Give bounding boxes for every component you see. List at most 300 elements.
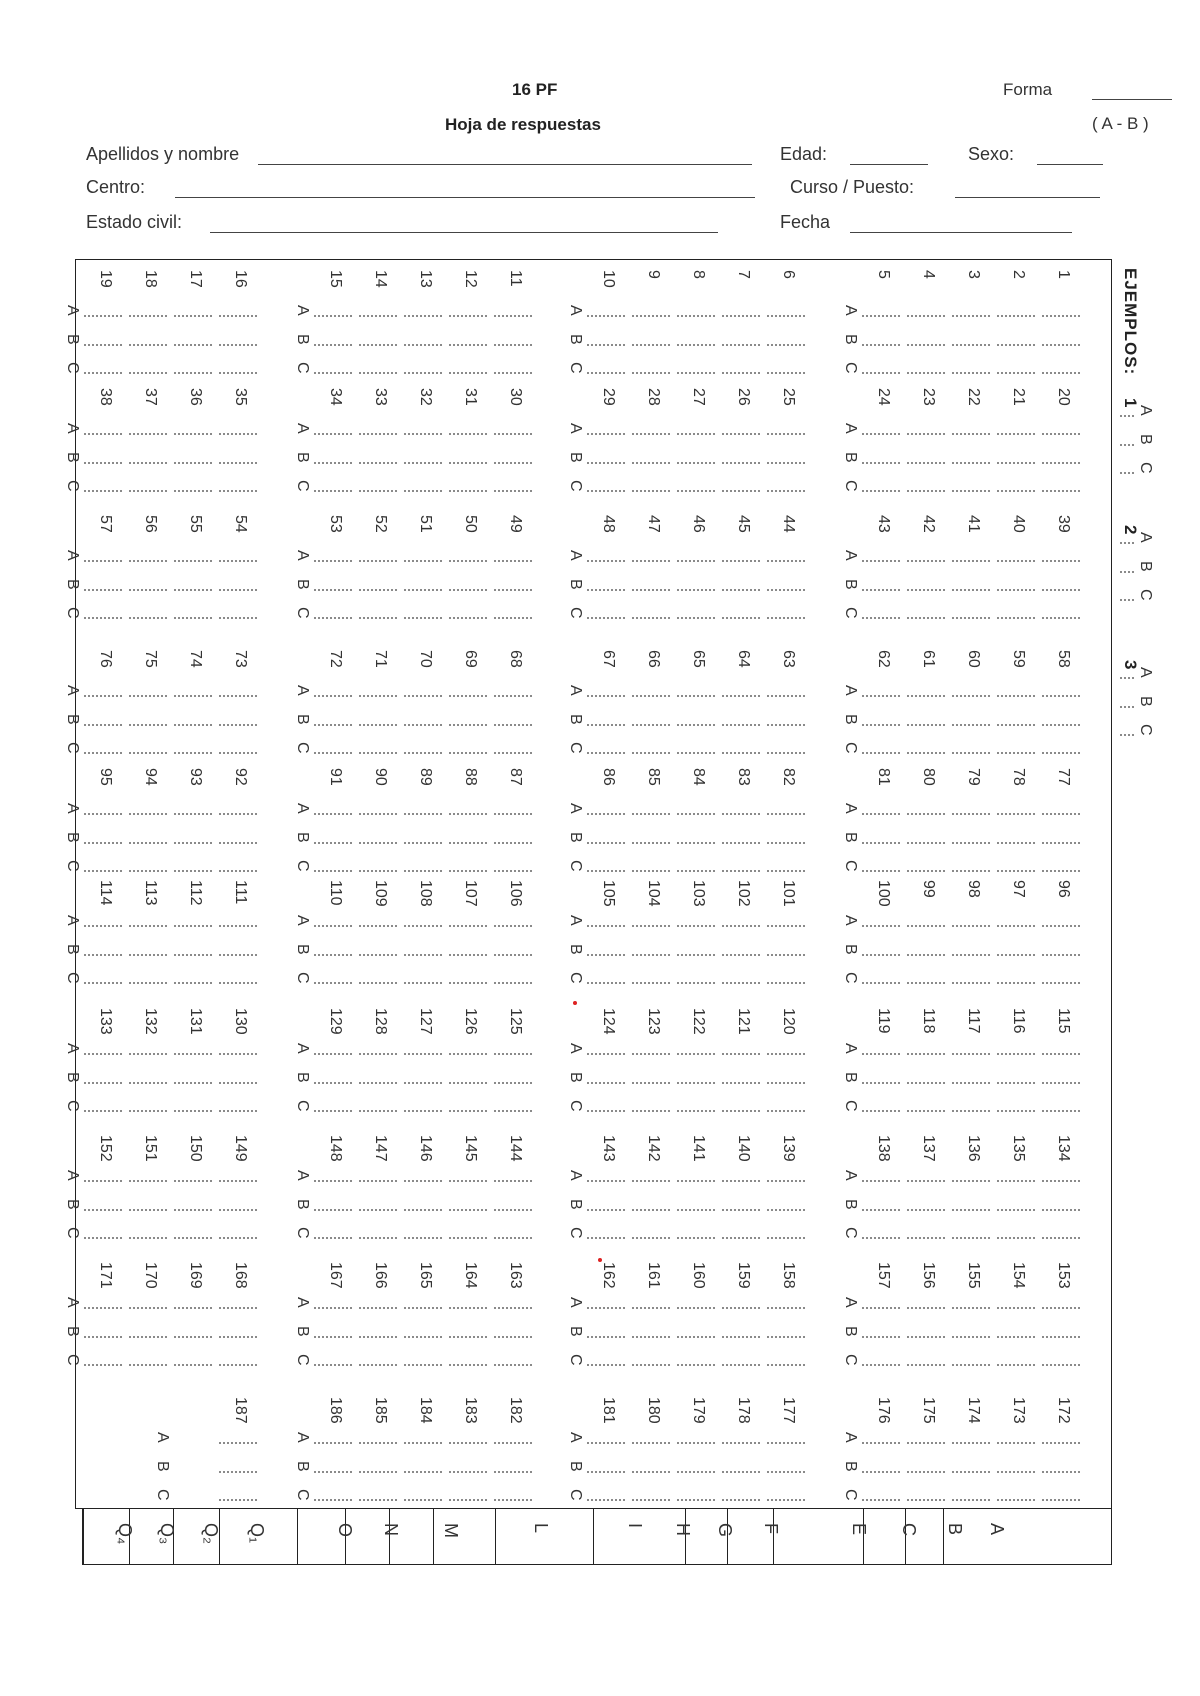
answer-slot-c[interactable] xyxy=(862,1364,900,1366)
answer-slot-b[interactable] xyxy=(314,842,352,844)
answer-slot-c[interactable] xyxy=(952,490,990,492)
answer-slot-c[interactable] xyxy=(862,1499,900,1501)
answer-slot-a[interactable] xyxy=(997,813,1035,815)
answer-slot-b[interactable] xyxy=(219,344,257,346)
answer-slot-a[interactable] xyxy=(632,1442,670,1444)
answer-slot-b[interactable] xyxy=(494,1082,532,1084)
answer-slot-a[interactable] xyxy=(907,925,945,927)
example-slot-c[interactable] xyxy=(1120,472,1134,474)
answer-slot-b[interactable] xyxy=(632,1471,670,1473)
answer-slot-b[interactable] xyxy=(907,1082,945,1084)
answer-slot-b[interactable] xyxy=(359,842,397,844)
answer-slot-c[interactable] xyxy=(359,752,397,754)
answer-slot-b[interactable] xyxy=(129,589,167,591)
answer-slot-a[interactable] xyxy=(677,433,715,435)
answer-slot-b[interactable] xyxy=(722,724,760,726)
answer-slot-a[interactable] xyxy=(862,695,900,697)
answer-slot-a[interactable] xyxy=(359,433,397,435)
answer-slot-c[interactable] xyxy=(722,1499,760,1501)
answer-slot-a[interactable] xyxy=(129,695,167,697)
answer-slot-c[interactable] xyxy=(219,490,257,492)
answer-slot-b[interactable] xyxy=(862,462,900,464)
answer-slot-a[interactable] xyxy=(767,1307,805,1309)
answer-slot-a[interactable] xyxy=(314,1442,352,1444)
answer-slot-c[interactable] xyxy=(862,1237,900,1239)
answer-slot-b[interactable] xyxy=(907,724,945,726)
answer-slot-c[interactable] xyxy=(1042,1237,1080,1239)
answer-slot-a[interactable] xyxy=(952,1307,990,1309)
answer-slot-a[interactable] xyxy=(449,1307,487,1309)
answer-slot-b[interactable] xyxy=(587,462,625,464)
answer-slot-b[interactable] xyxy=(449,344,487,346)
answer-slot-a[interactable] xyxy=(1042,315,1080,317)
answer-slot-a[interactable] xyxy=(219,433,257,435)
answer-slot-a[interactable] xyxy=(907,813,945,815)
answer-slot-a[interactable] xyxy=(907,1307,945,1309)
answer-slot-c[interactable] xyxy=(997,617,1035,619)
date-field[interactable] xyxy=(850,232,1072,233)
answer-slot-c[interactable] xyxy=(84,617,122,619)
age-field[interactable] xyxy=(850,164,928,165)
answer-slot-b[interactable] xyxy=(907,1336,945,1338)
answer-slot-c[interactable] xyxy=(129,617,167,619)
answer-slot-a[interactable] xyxy=(587,433,625,435)
answer-slot-c[interactable] xyxy=(767,1499,805,1501)
answer-slot-b[interactable] xyxy=(314,954,352,956)
answer-slot-a[interactable] xyxy=(587,1307,625,1309)
answer-slot-a[interactable] xyxy=(907,560,945,562)
answer-slot-b[interactable] xyxy=(84,842,122,844)
answer-slot-c[interactable] xyxy=(1042,1364,1080,1366)
answer-slot-b[interactable] xyxy=(404,1082,442,1084)
answer-slot-a[interactable] xyxy=(84,925,122,927)
answer-slot-b[interactable] xyxy=(84,724,122,726)
answer-slot-a[interactable] xyxy=(174,1180,212,1182)
answer-slot-a[interactable] xyxy=(632,1307,670,1309)
answer-slot-c[interactable] xyxy=(129,1110,167,1112)
answer-slot-b[interactable] xyxy=(997,954,1035,956)
answer-slot-b[interactable] xyxy=(632,589,670,591)
answer-slot-c[interactable] xyxy=(219,1364,257,1366)
answer-slot-c[interactable] xyxy=(174,1110,212,1112)
answer-slot-a[interactable] xyxy=(632,1180,670,1182)
answer-slot-b[interactable] xyxy=(997,1209,1035,1211)
answer-slot-c[interactable] xyxy=(587,1364,625,1366)
answer-slot-a[interactable] xyxy=(359,1307,397,1309)
answer-slot-b[interactable] xyxy=(129,954,167,956)
answer-slot-a[interactable] xyxy=(404,813,442,815)
answer-slot-c[interactable] xyxy=(404,372,442,374)
answer-slot-a[interactable] xyxy=(314,925,352,927)
answer-slot-b[interactable] xyxy=(997,344,1035,346)
answer-slot-c[interactable] xyxy=(219,752,257,754)
answer-slot-c[interactable] xyxy=(404,1110,442,1112)
answer-slot-b[interactable] xyxy=(314,344,352,346)
answer-slot-b[interactable] xyxy=(314,1336,352,1338)
answer-slot-a[interactable] xyxy=(359,1180,397,1182)
answer-slot-b[interactable] xyxy=(997,724,1035,726)
answer-slot-a[interactable] xyxy=(862,925,900,927)
answer-slot-b[interactable] xyxy=(494,1471,532,1473)
answer-slot-b[interactable] xyxy=(767,344,805,346)
answer-slot-a[interactable] xyxy=(1042,433,1080,435)
answer-slot-b[interactable] xyxy=(677,462,715,464)
answer-slot-a[interactable] xyxy=(449,813,487,815)
answer-slot-a[interactable] xyxy=(1042,695,1080,697)
answer-slot-b[interactable] xyxy=(129,1336,167,1338)
answer-slot-c[interactable] xyxy=(767,870,805,872)
answer-slot-b[interactable] xyxy=(677,1336,715,1338)
answer-slot-b[interactable] xyxy=(997,842,1035,844)
sex-field[interactable] xyxy=(1037,164,1103,165)
answer-slot-c[interactable] xyxy=(952,870,990,872)
answer-slot-c[interactable] xyxy=(84,870,122,872)
answer-slot-a[interactable] xyxy=(722,1442,760,1444)
answer-slot-a[interactable] xyxy=(449,433,487,435)
answer-slot-c[interactable] xyxy=(907,982,945,984)
answer-slot-b[interactable] xyxy=(632,1082,670,1084)
answer-slot-a[interactable] xyxy=(907,315,945,317)
answer-slot-c[interactable] xyxy=(907,617,945,619)
answer-slot-c[interactable] xyxy=(174,490,212,492)
answer-slot-a[interactable] xyxy=(907,695,945,697)
answer-slot-c[interactable] xyxy=(632,372,670,374)
answer-slot-b[interactable] xyxy=(587,724,625,726)
answer-slot-b[interactable] xyxy=(907,344,945,346)
answer-slot-b[interactable] xyxy=(219,1209,257,1211)
answer-slot-c[interactable] xyxy=(174,982,212,984)
answer-slot-c[interactable] xyxy=(174,1237,212,1239)
answer-slot-a[interactable] xyxy=(952,813,990,815)
answer-slot-a[interactable] xyxy=(677,1442,715,1444)
answer-slot-b[interactable] xyxy=(359,1209,397,1211)
answer-slot-b[interactable] xyxy=(219,1336,257,1338)
answer-slot-b[interactable] xyxy=(314,462,352,464)
answer-slot-c[interactable] xyxy=(632,982,670,984)
answer-slot-c[interactable] xyxy=(587,617,625,619)
name-field[interactable] xyxy=(258,164,752,165)
answer-slot-c[interactable] xyxy=(359,1237,397,1239)
answer-slot-a[interactable] xyxy=(677,925,715,927)
answer-slot-b[interactable] xyxy=(677,1209,715,1211)
answer-slot-b[interactable] xyxy=(767,1471,805,1473)
answer-slot-a[interactable] xyxy=(449,315,487,317)
answer-slot-b[interactable] xyxy=(404,954,442,956)
answer-slot-b[interactable] xyxy=(632,842,670,844)
answer-slot-c[interactable] xyxy=(722,752,760,754)
answer-slot-a[interactable] xyxy=(862,1053,900,1055)
answer-slot-c[interactable] xyxy=(677,982,715,984)
answer-slot-c[interactable] xyxy=(677,617,715,619)
answer-slot-a[interactable] xyxy=(219,695,257,697)
answer-slot-b[interactable] xyxy=(359,1336,397,1338)
answer-slot-b[interactable] xyxy=(632,1336,670,1338)
answer-slot-b[interactable] xyxy=(767,1082,805,1084)
answer-slot-c[interactable] xyxy=(219,1499,257,1501)
answer-slot-a[interactable] xyxy=(84,695,122,697)
answer-slot-c[interactable] xyxy=(404,870,442,872)
answer-slot-b[interactable] xyxy=(219,724,257,726)
answer-slot-c[interactable] xyxy=(219,1110,257,1112)
answer-slot-c[interactable] xyxy=(1042,372,1080,374)
answer-slot-a[interactable] xyxy=(494,813,532,815)
answer-slot-a[interactable] xyxy=(952,1053,990,1055)
answer-slot-c[interactable] xyxy=(862,752,900,754)
answer-slot-a[interactable] xyxy=(722,560,760,562)
answer-slot-b[interactable] xyxy=(997,1082,1035,1084)
answer-slot-b[interactable] xyxy=(129,344,167,346)
answer-slot-b[interactable] xyxy=(219,1082,257,1084)
answer-slot-a[interactable] xyxy=(767,925,805,927)
answer-slot-c[interactable] xyxy=(952,372,990,374)
answer-slot-a[interactable] xyxy=(632,695,670,697)
answer-slot-c[interactable] xyxy=(722,1110,760,1112)
answer-slot-a[interactable] xyxy=(404,315,442,317)
answer-slot-b[interactable] xyxy=(677,589,715,591)
answer-slot-c[interactable] xyxy=(404,1499,442,1501)
answer-slot-c[interactable] xyxy=(494,1110,532,1112)
answer-slot-a[interactable] xyxy=(1042,1053,1080,1055)
answer-slot-c[interactable] xyxy=(174,372,212,374)
answer-slot-a[interactable] xyxy=(997,925,1035,927)
answer-slot-b[interactable] xyxy=(767,462,805,464)
answer-slot-c[interactable] xyxy=(952,617,990,619)
answer-slot-a[interactable] xyxy=(219,1442,257,1444)
answer-slot-b[interactable] xyxy=(722,462,760,464)
answer-slot-b[interactable] xyxy=(1042,344,1080,346)
answer-slot-c[interactable] xyxy=(494,490,532,492)
answer-slot-b[interactable] xyxy=(677,344,715,346)
answer-slot-b[interactable] xyxy=(84,954,122,956)
answer-slot-a[interactable] xyxy=(722,1180,760,1182)
answer-slot-b[interactable] xyxy=(174,1336,212,1338)
answer-slot-b[interactable] xyxy=(219,462,257,464)
answer-slot-b[interactable] xyxy=(404,462,442,464)
answer-slot-c[interactable] xyxy=(997,870,1035,872)
answer-slot-a[interactable] xyxy=(587,1442,625,1444)
forma-field[interactable] xyxy=(1092,99,1172,100)
answer-slot-a[interactable] xyxy=(129,315,167,317)
answer-slot-a[interactable] xyxy=(129,1307,167,1309)
answer-slot-a[interactable] xyxy=(677,1180,715,1182)
answer-slot-c[interactable] xyxy=(722,490,760,492)
answer-slot-a[interactable] xyxy=(587,695,625,697)
answer-slot-a[interactable] xyxy=(314,560,352,562)
answer-slot-c[interactable] xyxy=(404,982,442,984)
answer-slot-c[interactable] xyxy=(632,1499,670,1501)
answer-slot-a[interactable] xyxy=(677,813,715,815)
answer-slot-a[interactable] xyxy=(314,315,352,317)
answer-slot-a[interactable] xyxy=(84,315,122,317)
answer-slot-b[interactable] xyxy=(862,1082,900,1084)
answer-slot-a[interactable] xyxy=(587,925,625,927)
answer-slot-b[interactable] xyxy=(404,842,442,844)
answer-slot-a[interactable] xyxy=(219,1053,257,1055)
answer-slot-c[interactable] xyxy=(494,752,532,754)
answer-slot-c[interactable] xyxy=(1042,1499,1080,1501)
answer-slot-c[interactable] xyxy=(219,870,257,872)
answer-slot-a[interactable] xyxy=(314,1053,352,1055)
answer-slot-c[interactable] xyxy=(84,1237,122,1239)
answer-slot-b[interactable] xyxy=(907,842,945,844)
answer-slot-a[interactable] xyxy=(862,1442,900,1444)
answer-slot-b[interactable] xyxy=(84,589,122,591)
answer-slot-a[interactable] xyxy=(862,315,900,317)
answer-slot-c[interactable] xyxy=(359,1110,397,1112)
answer-slot-a[interactable] xyxy=(862,433,900,435)
answer-slot-b[interactable] xyxy=(952,724,990,726)
answer-slot-b[interactable] xyxy=(174,954,212,956)
answer-slot-c[interactable] xyxy=(494,870,532,872)
answer-slot-a[interactable] xyxy=(174,695,212,697)
example-slot-b[interactable] xyxy=(1120,571,1134,573)
answer-slot-c[interactable] xyxy=(1042,490,1080,492)
answer-slot-a[interactable] xyxy=(174,1307,212,1309)
answer-slot-b[interactable] xyxy=(767,1336,805,1338)
answer-slot-a[interactable] xyxy=(404,1053,442,1055)
answer-slot-c[interactable] xyxy=(84,1110,122,1112)
answer-slot-c[interactable] xyxy=(767,1110,805,1112)
answer-slot-a[interactable] xyxy=(494,560,532,562)
answer-slot-c[interactable] xyxy=(494,1364,532,1366)
answer-slot-c[interactable] xyxy=(314,372,352,374)
answer-slot-a[interactable] xyxy=(129,433,167,435)
answer-slot-a[interactable] xyxy=(84,813,122,815)
answer-slot-b[interactable] xyxy=(494,1209,532,1211)
answer-slot-a[interactable] xyxy=(952,433,990,435)
answer-slot-a[interactable] xyxy=(129,813,167,815)
answer-slot-b[interactable] xyxy=(314,1082,352,1084)
answer-slot-c[interactable] xyxy=(997,1499,1035,1501)
answer-slot-c[interactable] xyxy=(952,1499,990,1501)
answer-slot-a[interactable] xyxy=(997,433,1035,435)
answer-slot-c[interactable] xyxy=(997,1364,1035,1366)
example-slot-a[interactable] xyxy=(1120,677,1134,679)
answer-slot-c[interactable] xyxy=(862,490,900,492)
answer-slot-b[interactable] xyxy=(129,842,167,844)
answer-slot-b[interactable] xyxy=(174,589,212,591)
answer-slot-b[interactable] xyxy=(587,842,625,844)
answer-slot-c[interactable] xyxy=(174,870,212,872)
answer-slot-a[interactable] xyxy=(494,695,532,697)
answer-slot-a[interactable] xyxy=(314,695,352,697)
answer-slot-a[interactable] xyxy=(174,925,212,927)
answer-slot-c[interactable] xyxy=(494,372,532,374)
answer-slot-a[interactable] xyxy=(632,813,670,815)
answer-slot-c[interactable] xyxy=(722,617,760,619)
answer-slot-c[interactable] xyxy=(449,870,487,872)
answer-slot-a[interactable] xyxy=(997,560,1035,562)
answer-slot-c[interactable] xyxy=(1042,870,1080,872)
answer-slot-a[interactable] xyxy=(314,1307,352,1309)
answer-slot-c[interactable] xyxy=(174,617,212,619)
answer-slot-b[interactable] xyxy=(997,1471,1035,1473)
answer-slot-a[interactable] xyxy=(952,560,990,562)
answer-slot-c[interactable] xyxy=(174,752,212,754)
answer-slot-a[interactable] xyxy=(677,695,715,697)
answer-slot-a[interactable] xyxy=(129,1053,167,1055)
answer-slot-a[interactable] xyxy=(907,433,945,435)
answer-slot-a[interactable] xyxy=(722,433,760,435)
answer-slot-c[interactable] xyxy=(129,1364,167,1366)
answer-slot-a[interactable] xyxy=(494,1442,532,1444)
answer-slot-b[interactable] xyxy=(84,462,122,464)
answer-slot-b[interactable] xyxy=(359,589,397,591)
answer-slot-b[interactable] xyxy=(722,954,760,956)
answer-slot-b[interactable] xyxy=(722,1082,760,1084)
answer-slot-c[interactable] xyxy=(449,617,487,619)
answer-slot-c[interactable] xyxy=(907,1364,945,1366)
answer-slot-a[interactable] xyxy=(84,1180,122,1182)
answer-slot-a[interactable] xyxy=(404,560,442,562)
answer-slot-a[interactable] xyxy=(494,433,532,435)
answer-slot-b[interactable] xyxy=(632,462,670,464)
answer-slot-b[interactable] xyxy=(677,724,715,726)
answer-slot-b[interactable] xyxy=(1042,1336,1080,1338)
answer-slot-b[interactable] xyxy=(907,1471,945,1473)
answer-slot-b[interactable] xyxy=(907,462,945,464)
answer-slot-b[interactable] xyxy=(174,344,212,346)
answer-slot-c[interactable] xyxy=(722,1237,760,1239)
answer-slot-b[interactable] xyxy=(722,589,760,591)
answer-slot-c[interactable] xyxy=(632,1237,670,1239)
answer-slot-a[interactable] xyxy=(722,1307,760,1309)
answer-slot-b[interactable] xyxy=(907,954,945,956)
answer-slot-a[interactable] xyxy=(404,1442,442,1444)
answer-slot-c[interactable] xyxy=(952,1364,990,1366)
answer-slot-c[interactable] xyxy=(314,752,352,754)
answer-slot-c[interactable] xyxy=(219,1237,257,1239)
answer-slot-b[interactable] xyxy=(129,724,167,726)
answer-slot-c[interactable] xyxy=(862,372,900,374)
answer-slot-b[interactable] xyxy=(997,1336,1035,1338)
answer-slot-b[interactable] xyxy=(219,954,257,956)
answer-slot-a[interactable] xyxy=(767,1180,805,1182)
answer-slot-b[interactable] xyxy=(449,724,487,726)
answer-slot-a[interactable] xyxy=(677,560,715,562)
answer-slot-a[interactable] xyxy=(494,1180,532,1182)
answer-slot-b[interactable] xyxy=(359,1471,397,1473)
answer-slot-a[interactable] xyxy=(632,560,670,562)
answer-slot-b[interactable] xyxy=(219,1471,257,1473)
answer-slot-c[interactable] xyxy=(449,1110,487,1112)
answer-slot-a[interactable] xyxy=(1042,1307,1080,1309)
answer-slot-b[interactable] xyxy=(449,1209,487,1211)
answer-slot-a[interactable] xyxy=(219,925,257,927)
example-slot-c[interactable] xyxy=(1120,734,1134,736)
answer-slot-c[interactable] xyxy=(997,372,1035,374)
answer-slot-a[interactable] xyxy=(862,813,900,815)
answer-slot-c[interactable] xyxy=(84,490,122,492)
answer-slot-b[interactable] xyxy=(952,344,990,346)
answer-slot-b[interactable] xyxy=(862,724,900,726)
answer-slot-a[interactable] xyxy=(997,1307,1035,1309)
answer-slot-a[interactable] xyxy=(174,560,212,562)
answer-slot-b[interactable] xyxy=(767,589,805,591)
answer-slot-c[interactable] xyxy=(632,1364,670,1366)
answer-slot-b[interactable] xyxy=(359,954,397,956)
answer-slot-c[interactable] xyxy=(84,752,122,754)
answer-slot-c[interactable] xyxy=(84,982,122,984)
answer-slot-b[interactable] xyxy=(952,1082,990,1084)
answer-slot-a[interactable] xyxy=(1042,925,1080,927)
answer-slot-b[interactable] xyxy=(174,1082,212,1084)
answer-slot-a[interactable] xyxy=(722,315,760,317)
answer-slot-b[interactable] xyxy=(862,1471,900,1473)
answer-slot-b[interactable] xyxy=(767,842,805,844)
answer-slot-c[interactable] xyxy=(632,752,670,754)
answer-slot-a[interactable] xyxy=(359,315,397,317)
